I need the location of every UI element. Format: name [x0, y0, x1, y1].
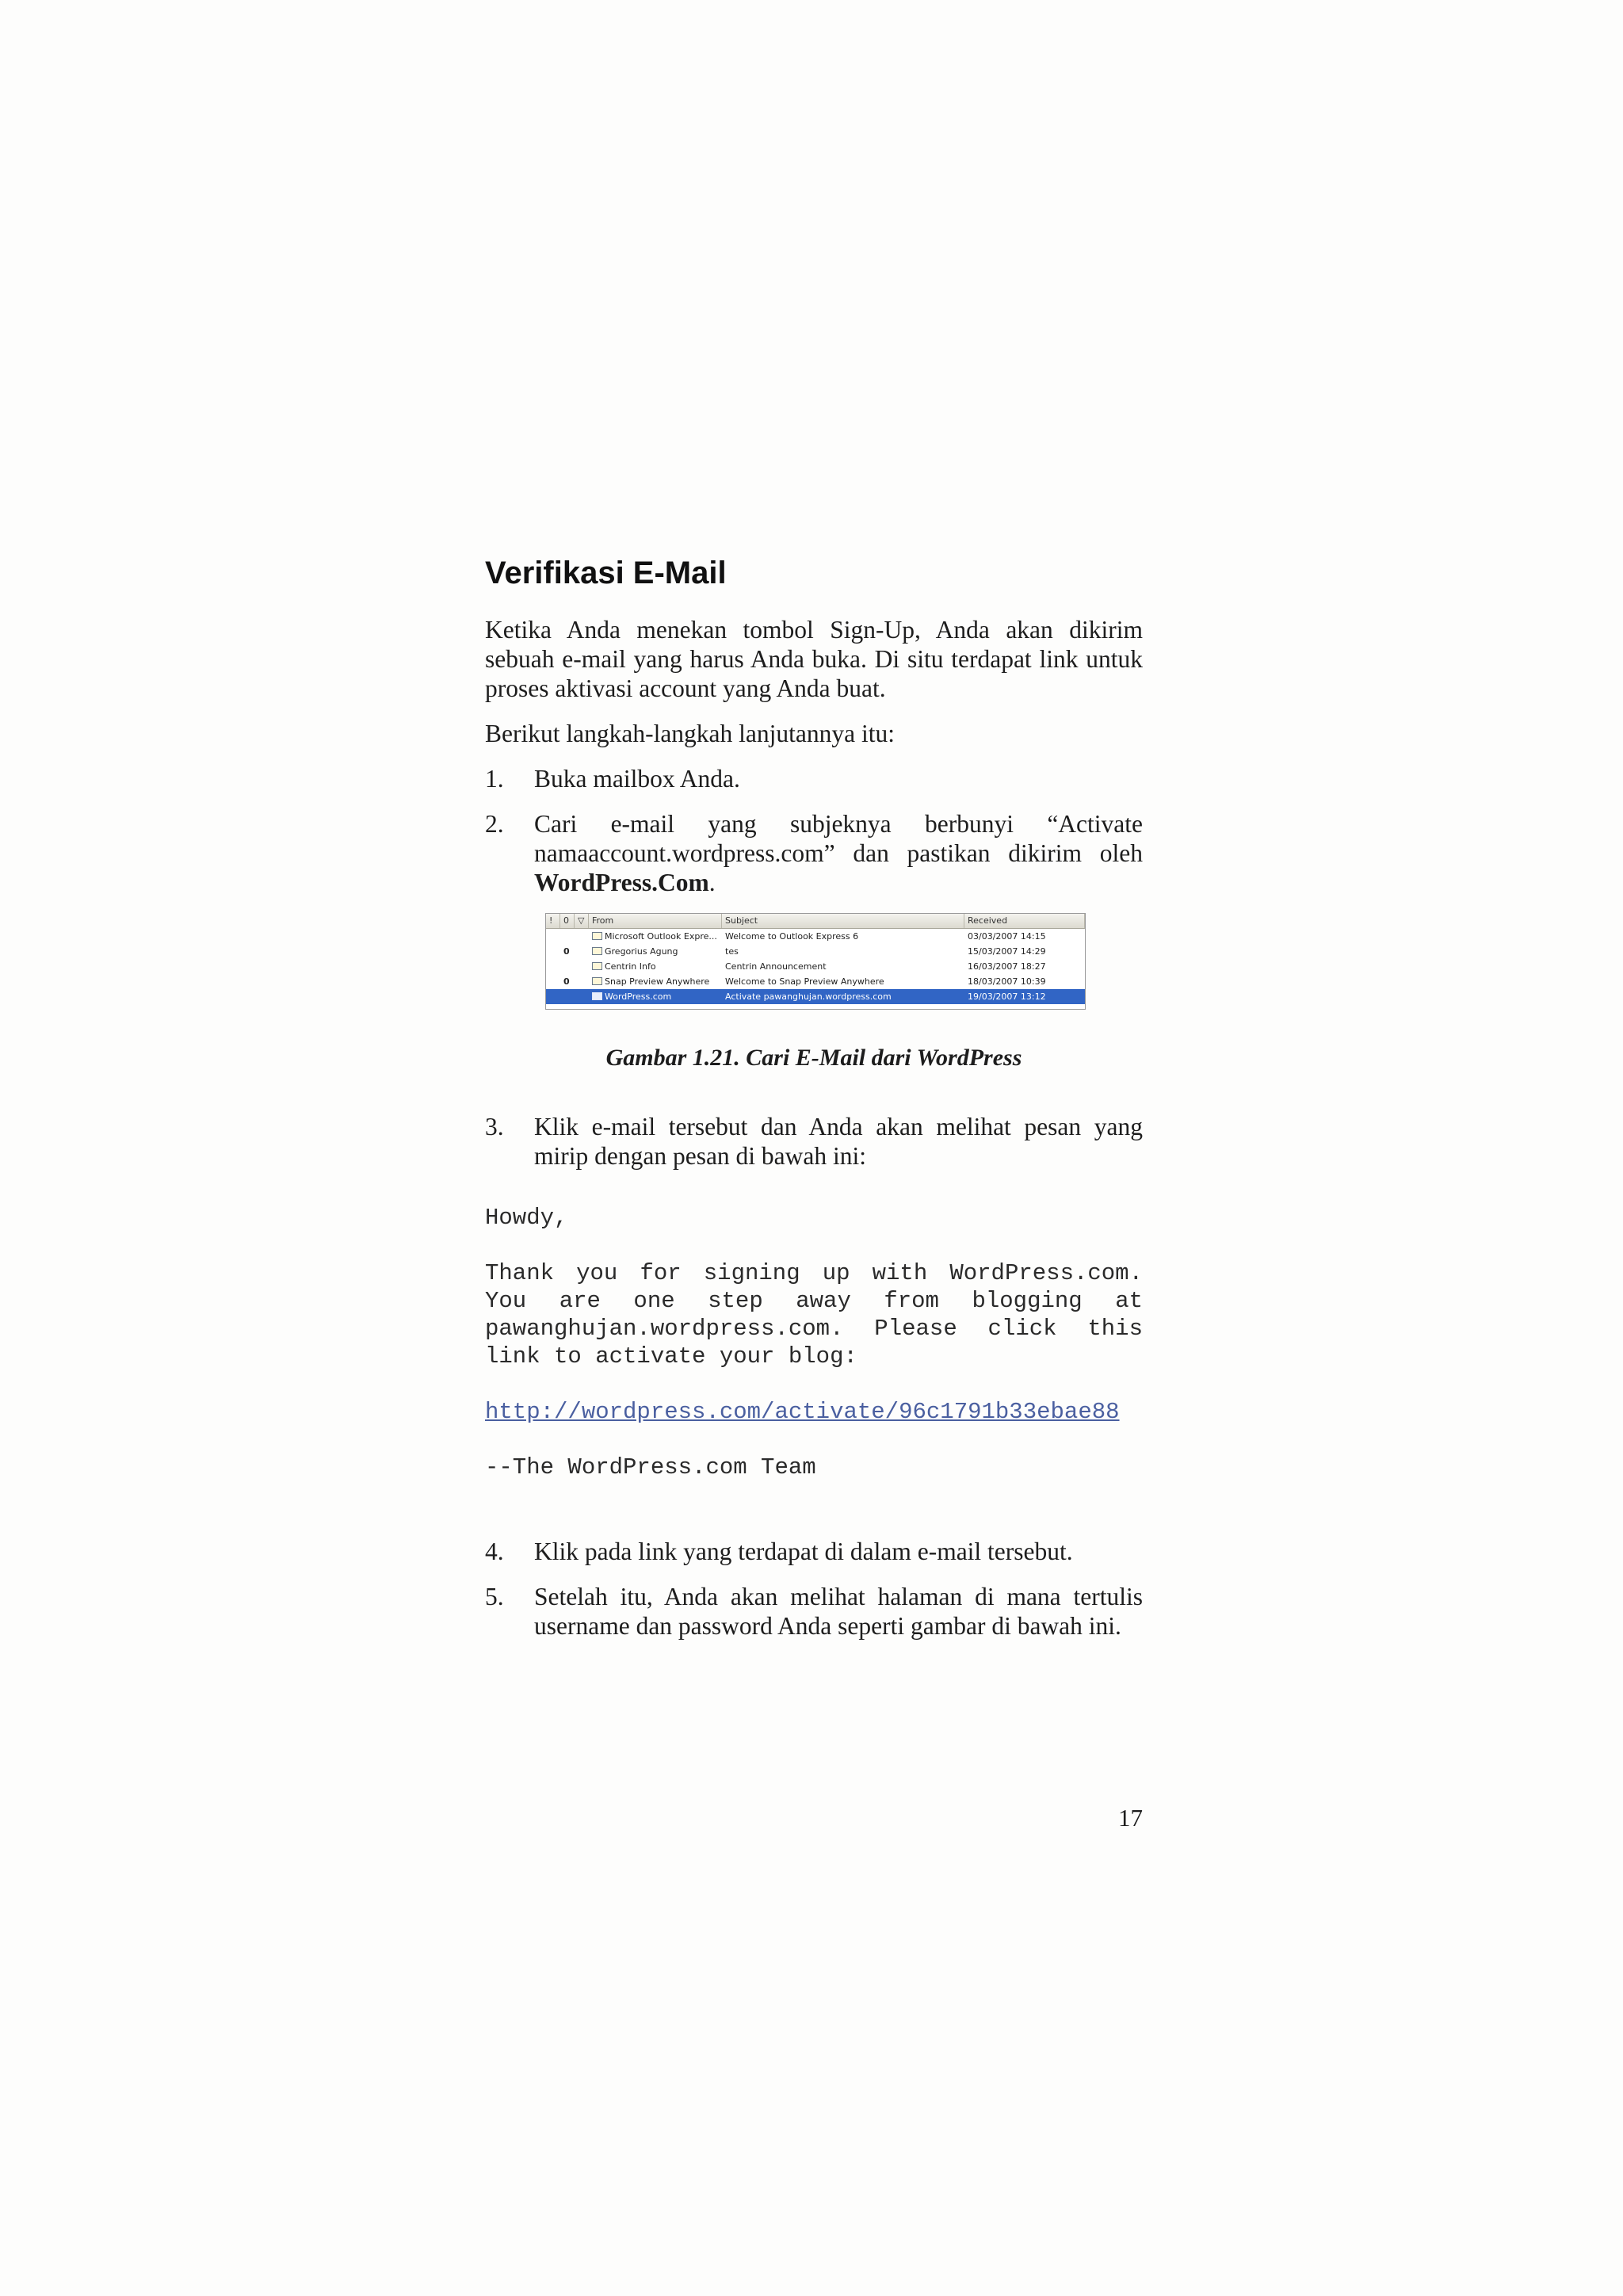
email-from: Microsoft Outlook Expre...	[605, 931, 717, 942]
activation-link[interactable]: http://wordpress.com/activate/96c1791b33ebae88	[485, 1399, 1120, 1425]
step-number: 3.	[485, 1113, 504, 1140]
attachment-icon	[560, 929, 575, 944]
email-list-header	[546, 914, 1085, 929]
email-subject: Activate pawanghujan.wordpress.com	[725, 991, 892, 1002]
steps-intro: Berikut langkah-langkah lanjutannya itu:	[485, 720, 895, 747]
email-row[interactable]	[546, 929, 1085, 944]
email-from: Gregorius Agung	[605, 946, 678, 957]
email-received: 18/03/2007 10:39	[968, 976, 1046, 987]
email-subject: Centrin Announcement	[725, 961, 827, 972]
flag-column-header[interactable]: ▽	[575, 914, 589, 928]
email-row[interactable]	[546, 974, 1085, 989]
from-column-header[interactable]: From	[589, 914, 722, 928]
email-received: 03/03/2007 14:15	[968, 931, 1046, 942]
step-number: 4.	[485, 1538, 504, 1565]
email-greeting: Howdy,	[485, 1205, 568, 1231]
email-received: 16/03/2007 18:27	[968, 961, 1046, 972]
envelope-icon	[592, 947, 602, 955]
email-list-screenshot	[545, 913, 1086, 1010]
step-number: 5.	[485, 1583, 504, 1610]
attachment-icon: 0	[563, 946, 570, 957]
email-row[interactable]	[546, 959, 1085, 974]
email-row[interactable]	[546, 944, 1085, 959]
step-text-bold: WordPress.Com	[534, 869, 709, 896]
email-received: 19/03/2007 13:12	[968, 991, 1046, 1002]
intro-paragraph: Ketika Anda menekan tombol Sign-Up, Anda akan dikirim sebuah e-mail yang harus Anda buka. Di situ terdapat link untuk proses aktivasi account yang Anda buat.	[485, 616, 1143, 702]
email-subject: Welcome to Outlook Express 6	[725, 931, 859, 942]
step-text: Buka mailbox Anda.	[534, 765, 740, 793]
page-number: 17	[1118, 1804, 1143, 1832]
received-column-header[interactable]: Received	[964, 914, 1085, 928]
email-body: Thank you for signing up with WordPress.com. You are one step away from blogging at pawanghujan.wordpress.com. Please click this link to activate your blog:	[485, 1260, 1143, 1370]
email-from: WordPress.com	[605, 991, 672, 1002]
section-title: Verifikasi E-Mail	[485, 556, 727, 590]
email-subject: Welcome to Snap Preview Anywhere	[725, 976, 884, 987]
step-text-main: Cari e-mail yang subjeknya berbunyi “Activate namaaccount.wordpress.com” dan pastikan dikirim oleh	[534, 810, 1143, 867]
step-5	[485, 1582, 1143, 1641]
step-number: 1.	[485, 765, 504, 793]
step-text: Klik e-mail tersebut dan Anda akan melihat pesan yang mirip dengan pesan di bawah ini:	[534, 1113, 1143, 1170]
step-2	[485, 809, 1143, 897]
step-3	[485, 1112, 1143, 1171]
envelope-icon	[592, 932, 602, 940]
email-from: Snap Preview Anywhere	[605, 976, 710, 987]
email-subject: tes	[725, 946, 739, 957]
page-content	[485, 555, 1143, 1656]
step-text-end: .	[708, 869, 716, 896]
step-1	[485, 764, 1143, 793]
envelope-icon	[592, 992, 602, 1000]
attachment-icon: 0	[563, 976, 570, 987]
step-text	[534, 809, 1143, 897]
attachment-icon	[560, 989, 575, 1004]
step-text: Klik pada link yang terdapat di dalam e-mail tersebut.	[534, 1538, 1073, 1565]
step-text: Setelah itu, Anda akan melihat halaman di mana tertulis username dan password Anda seperti gambar di bawah ini.	[534, 1583, 1143, 1640]
envelope-icon	[592, 962, 602, 970]
step-number: 2.	[485, 810, 504, 838]
email-row-selected[interactable]	[546, 989, 1085, 1004]
envelope-icon	[592, 977, 602, 985]
step-4	[485, 1537, 1143, 1566]
email-signature: --The WordPress.com Team	[485, 1454, 816, 1480]
activation-link-line	[485, 1398, 1143, 1426]
email-received: 15/03/2007 14:29	[968, 946, 1046, 957]
attachment-icon	[560, 959, 575, 974]
priority-column-header[interactable]: !	[546, 914, 560, 928]
figure-caption: Gambar 1.21. Cari E-Mail dari WordPress	[605, 1045, 1022, 1071]
attachment-column-header[interactable]: 0	[560, 914, 575, 928]
email-message	[485, 1204, 1143, 1481]
subject-column-header[interactable]: Subject	[722, 914, 964, 928]
email-from: Centrin Info	[605, 961, 656, 972]
